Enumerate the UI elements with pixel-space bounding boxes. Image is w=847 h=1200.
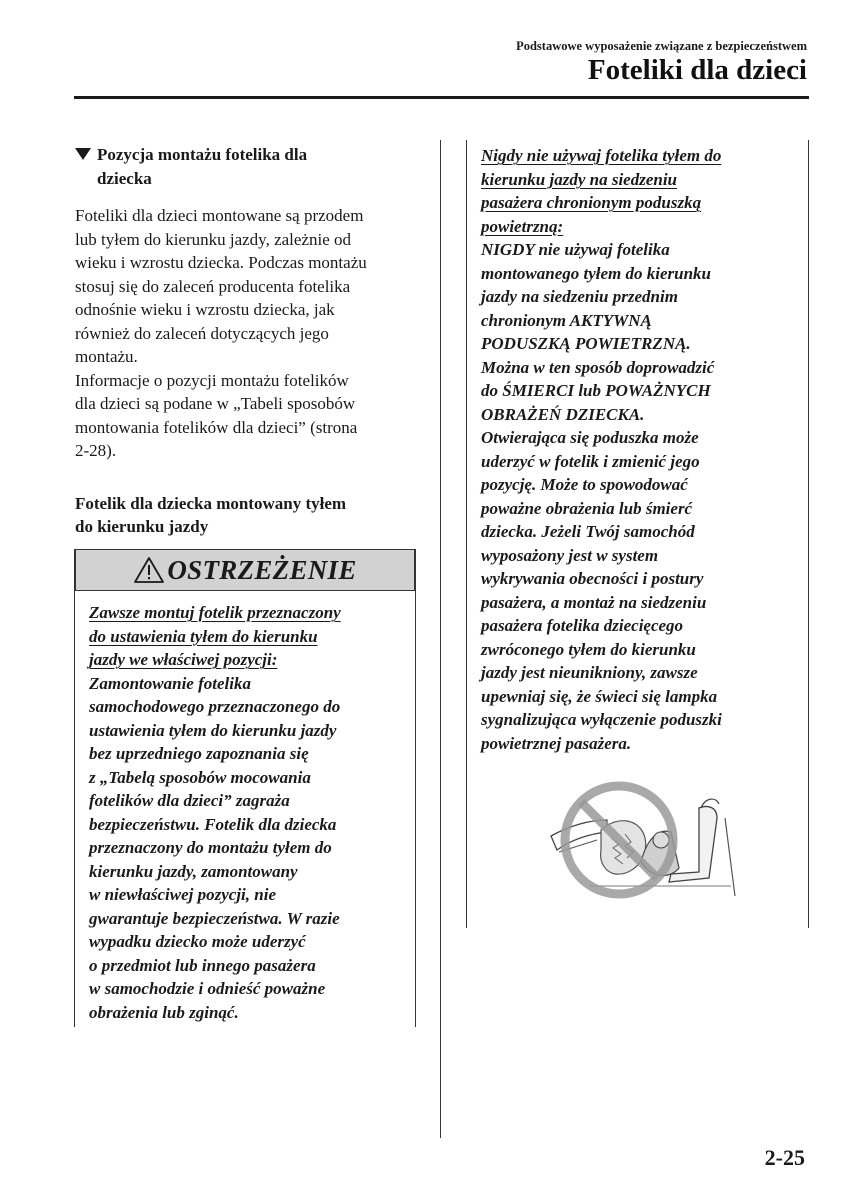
section-subtitle: Podstawowe wyposażenie związane z bezpieczeństwem [516, 39, 807, 53]
warning-triangle-icon [133, 556, 165, 584]
intro-paragraph: Foteliki dla dzieci montowane są przodem lub tyłem do kierunku jazdy, zależnie od wieku i wzrostu dziecka. Podczas montażu stosuj się do zaleceń producenta fotelika odnośnie wieku i wzrostu dziecka, jak również do zaleceń dotyczących jego montażu. Informacje o pozycji montażu fotelików dla dzieci są podane w „Tabeli sposobów montowania fotelików dla dzieci” (strona 2-28). [75, 206, 367, 460]
header-divider [74, 96, 809, 99]
airbag-warning-content [467, 140, 808, 755]
page-title: Foteliki dla dzieci [587, 54, 807, 86]
section-heading [75, 143, 420, 190]
left-column [75, 143, 420, 539]
airbag-lead-line: kierunku jazdy na siedzeniu [481, 169, 678, 189]
warning-lead-line: jazdy we właściwej pozycji: [89, 650, 278, 669]
section-heading-text: Pozycja montażu fotelika dla dziecka [97, 145, 308, 188]
airbag-warning-body: NIGDY nie używaj fotelika montowanego tyłem do kierunku jazdy na siedzeniu przednim chronionym AKTYWNĄ PODUSZKĄ POWIETRZNĄ. Można w ten sposób doprowadzić do ŚMIERCI lub POWAŻNYCH OBRAŻEŃ DZIECKA. Otwierająca się poduszka może uderzyć w fotelik i zmienić jego pozycję. Może to spowodować poważne obrażenia lub śmierć dziecka. Jeżeli Twój samochód wyposażony jest w system wykrywania obecności i postury pasażera, a montaż na siedzeniu pasażera fotelika dziecięcego zwróconego tyłem do kierunku jazdy jest nieunikniony, zawsze upewniaj się, że świeci się lampka sygnalizująca wyłączenie poduszki powietrznej pasażera. [481, 240, 722, 753]
warning-header [75, 549, 415, 591]
warning-box [74, 549, 416, 1027]
airbag-lead-line: powietrzną: [481, 216, 564, 236]
prohibited-rear-facing-seat-airbag-illustration [549, 778, 739, 900]
warning-lead [89, 601, 401, 672]
airbag-lead-line: Nigdy nie używaj fotelika tyłem do [481, 146, 722, 165]
warning-content [75, 591, 415, 1024]
airbag-lead-line: pasażera chronionym poduszką [481, 193, 702, 212]
column-divider [440, 140, 441, 1138]
warning-lead-line: do ustawienia tyłem do kierunku [89, 626, 318, 646]
airbag-warning-lead [481, 144, 794, 238]
subheading: Fotelik dla dziecka montowany tyłem do kierunku jazdy [75, 493, 347, 536]
warning-title: OSTRZEŻENIE [167, 554, 357, 585]
down-triangle-icon [75, 148, 91, 160]
warning-lead-line: Zawsze montuj fotelik przeznaczony [89, 603, 341, 622]
warning-body: Zamontowanie fotelika samochodowego przeznaczonego do ustawienia tyłem do kierunku jazdy bez uprzedniego zapoznania się z „Tabelą sposobów mocowania fotelików dla dzieci” zagraża bezpieczeństwu. Fotelik dla dziecka przeznaczony do montażu tyłem do kierunku jazdy, zamontowany w niewłaściwej pozycji, nie gwarantuje bezpieczeństwa. W razie wypadku dziecko może uderzyć o przedmiot lub innego pasażera w samochodzie i odnieść poważne obrażenia lub zginąć. [89, 673, 341, 1022]
page-number: 2-25 [764, 1145, 805, 1170]
